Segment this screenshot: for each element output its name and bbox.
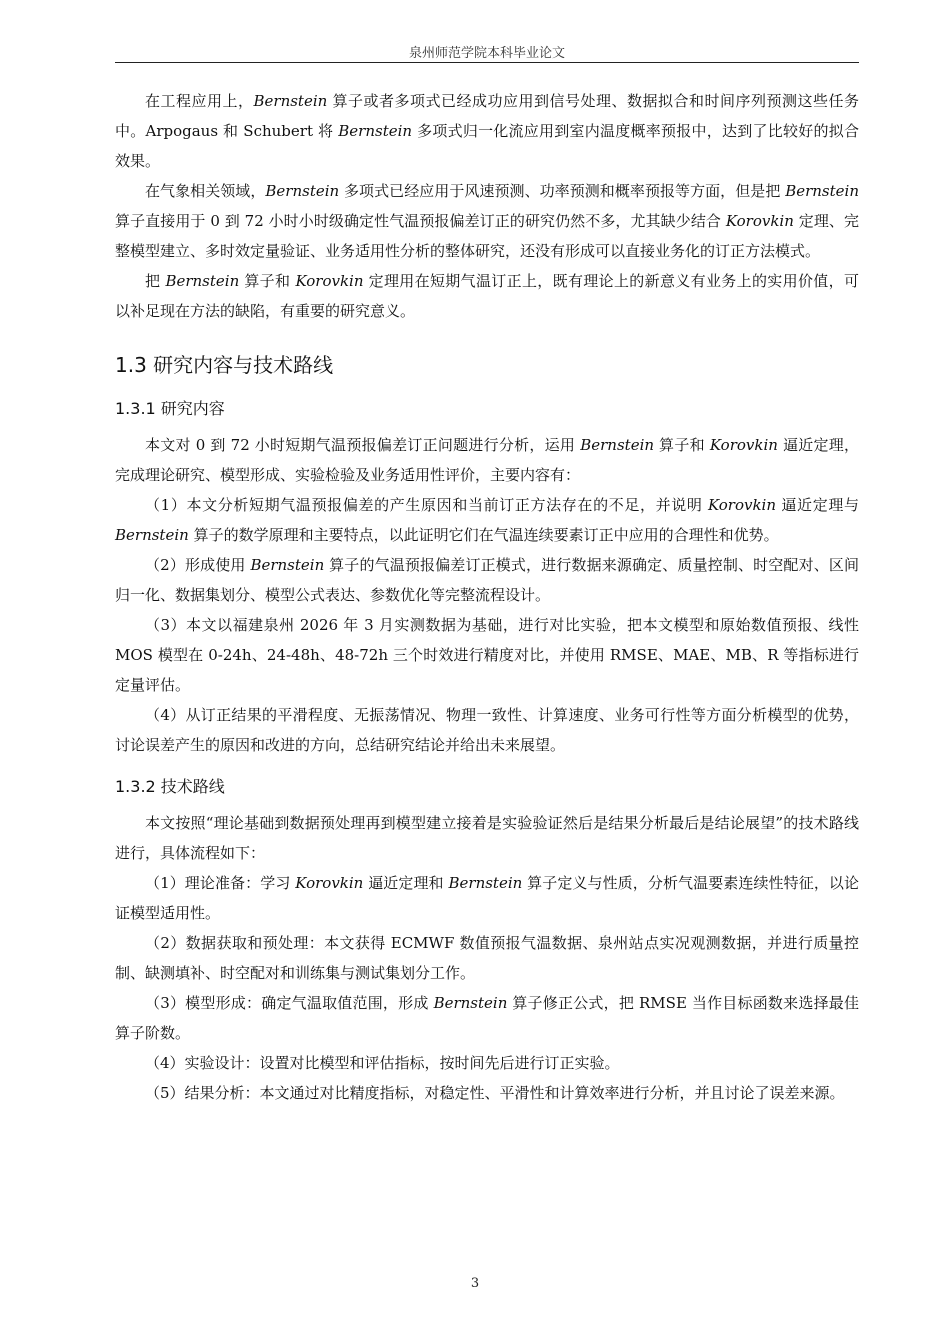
- italic-term: Korovkin: [707, 496, 777, 514]
- italic-term: Bernstein: [785, 182, 859, 200]
- list-item: （2）形成使用 Bernstein 算子的气温预报偏差订正模式，进行数据来源确定、质量控制、时空配对、区间归一化、数据集划分、模型公式表达、参数优化等完整流程设计。: [115, 556, 859, 604]
- subsection-heading: 1.3.1 研究内容: [115, 399, 225, 418]
- italic-term: Korovkin: [709, 436, 778, 454]
- list-item: （4）实验设计：设置对比模型和评估指标，按时间先后进行订正实验。: [145, 1054, 620, 1072]
- italic-term: Bernstein: [253, 92, 328, 110]
- list-item: （4）从订正结果的平滑程度、无振荡情况、物理一致性、计算速度、业务可行性等方面分析模型的优势，讨论误差产生的原因和改进的方向，总结研究结论并给出未来展望。: [115, 706, 859, 754]
- list-item: （5）结果分析：本文通过对比精度指标，对稳定性、平滑性和计算效率进行分析，并且讨论了误差来源。: [145, 1084, 845, 1102]
- section-heading: 1.3 研究内容与技术路线: [115, 353, 334, 377]
- italic-term: Bernstein: [165, 272, 240, 290]
- list-item: （1）理论准备：学习 Korovkin 逼近定理和 Bernstein 算子定义与性质，分析气温要素连续性特征，以论证模型适用性。: [115, 874, 859, 922]
- italic-term: Bernstein: [250, 556, 325, 574]
- paragraph: 在气象相关领域，Bernstein 多项式已经应用于风速预测、功率预测和概率预报等方面，但是把 Bernstein 算子直接用于 0 到 72 小时小时级确定性气温预报偏差订正的研究仍然不多，尤其缺少结合 Korovkin 定理、完整模型建立、多时效定量验证、业务适用性分析的整体研究，还没有形成可以直接业务化的订正方法模式。: [115, 182, 859, 260]
- italic-term: Bernstein: [265, 182, 340, 200]
- page-body: [115, 86, 859, 1108]
- italic-term: Bernstein: [433, 994, 508, 1012]
- list-item: （3）模型形成：确定气温取值范围，形成 Bernstein 算子修正公式，把 RMSE 当作目标函数来选择最佳算子阶数。: [115, 994, 859, 1042]
- italic-term: Bernstein: [115, 526, 189, 544]
- italic-term: Korovkin: [725, 212, 794, 230]
- italic-term: Korovkin: [295, 874, 364, 892]
- italic-term: Korovkin: [295, 272, 364, 290]
- paragraph: 本文按照“理论基础到数据预处理再到模型建立接着是实验验证然后是结果分析最后是结论展望”的技术路线进行，具体流程如下：: [115, 814, 859, 862]
- paragraph: 把 Bernstein 算子和 Korovkin 定理用在短期气温订正上，既有理论上的新意义有业务上的实用价值，可以补足现在方法的缺陷，有重要的研究意义。: [115, 272, 859, 320]
- page-number: 3: [470, 1276, 480, 1291]
- list-item: （2）数据获取和预处理：本文获得 ECMWF 数值预报气温数据、泉州站点实况观测数据，并进行质量控制、缺测填补、时空配对和训练集与测试集划分工作。: [115, 934, 859, 982]
- paragraph: 在工程应用上，Bernstein 算子或者多项式已经成功应用到信号处理、数据拟合和时间序列预测这些任务中。Arpogaus 和 Schubert 将 Bernstein 多项式归一化流应用到室内温度概率预报中，达到了比较好的拟合效果。: [115, 92, 859, 170]
- list-item: （3）本文以福建泉州 2026 年 3 月实测数据为基础，进行对比实验，把本文模型和原始数值预报、线性 MOS 模型在 0-24h、24-48h、48-72h 三个时效进行精度对比，并使用 RMSE、MAE、MB、R 等指标进行定量评估。: [115, 616, 859, 694]
- paragraph: 本文对 0 到 72 小时短期气温预报偏差订正问题进行分析，运用 Bernstein 算子和 Korovkin 逼近定理，完成理论研究、模型形成、实验检验及业务适用性评价，主要内容有：: [115, 436, 859, 484]
- italic-term: Bernstein: [338, 122, 413, 140]
- list-item: （1）本文分析短期气温预报偏差的产生原因和当前订正方法存在的不足，并说明 Korovkin 逼近定理与 Bernstein 算子的数学原理和主要特点，以此证明它们在气温连续要素订正中应用的合理性和优势。: [115, 496, 859, 544]
- italic-term: Bernstein: [580, 436, 655, 454]
- italic-term: Bernstein: [448, 874, 523, 892]
- subsection-heading: 1.3.2 技术路线: [115, 777, 225, 796]
- running-header: 泉州师范学院本科毕业论文: [408, 46, 565, 61]
- header-rule: [115, 62, 859, 63]
